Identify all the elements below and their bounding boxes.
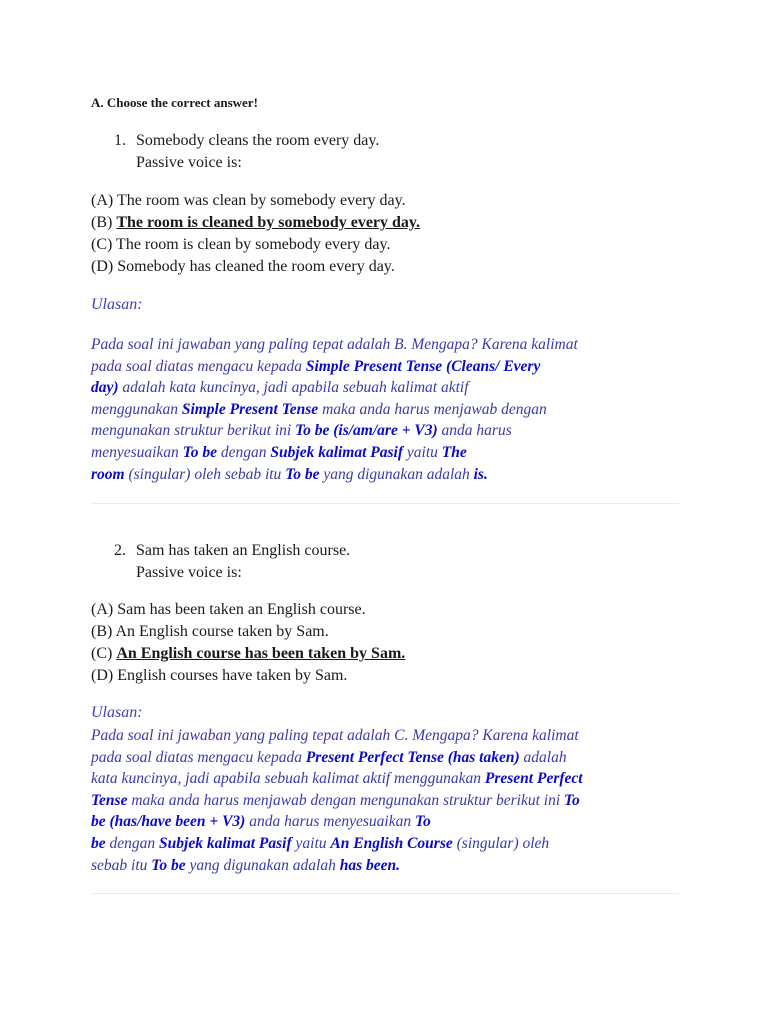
explanation-text: anda harus menyesuaikan <box>245 813 415 831</box>
explanation-text: maka anda harus menjawab dengan mengunakan struktur berikut ini <box>127 791 565 809</box>
option-letter: (D) <box>91 258 114 275</box>
keyword-highlight: To be <box>151 856 186 874</box>
question-number: 2. <box>114 542 126 559</box>
keyword-highlight: be (has/have been + V3) <box>91 813 246 831</box>
explanation-line <box>91 833 691 855</box>
keyword-highlight: The <box>441 443 467 461</box>
question-sentence: Somebody cleans the room every day. <box>136 132 380 149</box>
explanation-text: yang digunakan adalah <box>319 465 474 483</box>
option-text: Somebody has cleaned the room every day. <box>117 258 395 275</box>
review-label: Ulasan: <box>91 704 143 721</box>
correct-answer-text: The room is cleaned by somebody every day. <box>116 214 421 231</box>
correct-answer-text: An English course has been taken by Sam. <box>116 645 406 662</box>
explanation-text: pada soal diatas mengacu kepada <box>91 357 306 375</box>
keyword-highlight: An English Course <box>330 834 453 852</box>
option-text: The room is clean by somebody every day. <box>116 236 391 253</box>
option-letter: (A) <box>91 192 114 209</box>
explanation-text: menggunakan <box>91 400 182 418</box>
options-q2 <box>91 599 405 687</box>
options-q1 <box>91 190 420 278</box>
explanation-text: yang digunakan adalah <box>185 856 340 874</box>
keyword-highlight: To be (is/am/are + V3) <box>295 422 438 440</box>
answer-option <box>91 599 405 621</box>
keyword-highlight: Tense <box>91 791 128 809</box>
question-1 <box>114 130 379 174</box>
explanation-text: maka anda harus menjawab dengan <box>318 400 547 418</box>
keyword-highlight: Simple Present Tense (Cleans/ Every <box>305 357 541 375</box>
explanation-text: (singular) oleh <box>452 834 550 852</box>
explanation-text: yaitu <box>291 834 331 852</box>
option-letter: (B) <box>91 214 113 231</box>
answer-option <box>91 621 405 643</box>
option-letter: (B) <box>91 623 113 640</box>
explanation-line <box>91 356 691 378</box>
answer-option <box>91 665 405 687</box>
explanation-text: sebab itu <box>91 856 152 874</box>
explanation-text: dengan <box>105 834 160 852</box>
explanation-line <box>91 855 691 877</box>
explanation-q1 <box>91 334 691 485</box>
option-text: The room was clean by somebody every day. <box>116 192 406 209</box>
explanation-text: anda harus <box>437 422 512 440</box>
explanation-line <box>91 747 691 769</box>
explanation-line <box>91 768 691 790</box>
explanation-line <box>91 377 691 399</box>
explanation-line <box>91 399 691 421</box>
explanation-text: adalah <box>519 748 567 766</box>
explanation-line <box>91 811 691 833</box>
keyword-highlight: Present Perfect Tense (has taken) <box>305 748 520 766</box>
answer-option <box>91 256 420 278</box>
explanation-text: kata kuncinya, jadi apabila sebuah kalimat aktif menggunakan <box>91 770 485 788</box>
divider <box>91 503 679 504</box>
keyword-highlight: is. <box>473 465 488 483</box>
keyword-highlight: To be <box>285 465 320 483</box>
answer-option <box>91 212 420 234</box>
keyword-highlight: has been. <box>339 856 401 874</box>
explanation-line <box>91 334 691 356</box>
explanation-text: adalah kata kuncinya, jadi apabila sebuah kalimat aktif <box>118 379 469 397</box>
section-heading: A. Choose the correct answer! <box>91 95 258 110</box>
explanation-line <box>91 420 691 442</box>
explanation-q2 <box>91 725 691 876</box>
option-text: English courses have taken by Sam. <box>117 667 348 684</box>
explanation-line <box>91 442 691 464</box>
explanation-text: Pada soal ini jawaban yang paling tepat adalah B. Mengapa? Karena kalimat <box>91 336 578 353</box>
option-letter: (D) <box>91 667 114 684</box>
explanation-line <box>91 790 691 812</box>
explanation-text: yaitu <box>403 443 442 461</box>
explanation-text: pada soal diatas mengacu kepada <box>91 748 306 766</box>
option-letter: (A) <box>91 601 114 618</box>
answer-option <box>91 190 420 212</box>
explanation-line <box>91 725 691 747</box>
option-text: Sam has been taken an English course. <box>117 601 366 618</box>
explanation-text: menyesuaikan <box>91 443 183 461</box>
answer-option <box>91 234 420 256</box>
explanation-text: dengan <box>217 443 271 461</box>
keyword-highlight: Present Perfect <box>484 770 583 788</box>
question-prompt: Passive voice is: <box>136 154 242 171</box>
keyword-highlight: Subjek kalimat Pasif <box>270 443 404 461</box>
option-letter: (C) <box>91 645 113 662</box>
explanation-line <box>91 464 691 486</box>
question-sentence: Sam has taken an English course. <box>136 542 351 559</box>
review-label: Ulasan: <box>91 296 143 313</box>
keyword-highlight: To be <box>182 443 217 461</box>
divider <box>91 893 679 894</box>
keyword-highlight: day) <box>91 379 119 397</box>
keyword-highlight: Simple Present Tense <box>181 400 319 418</box>
question-2 <box>114 540 350 584</box>
answer-option <box>91 643 405 665</box>
question-prompt: Passive voice is: <box>136 564 242 581</box>
option-letter: (C) <box>91 236 113 253</box>
keyword-highlight: To <box>414 813 431 831</box>
keyword-highlight: be <box>91 834 106 852</box>
explanation-text: mengunakan struktur berikut ini <box>91 422 296 440</box>
keyword-highlight: Subjek kalimat Pasif <box>159 834 292 852</box>
keyword-highlight: To <box>564 791 580 809</box>
option-text: An English course taken by Sam. <box>115 623 329 640</box>
explanation-text: Pada soal ini jawaban yang paling tepat adalah C. Mengapa? Karena kalimat <box>91 727 579 744</box>
keyword-highlight: room <box>91 465 125 483</box>
question-number: 1. <box>114 132 126 149</box>
explanation-text: (singular) oleh sebab itu <box>124 465 286 483</box>
